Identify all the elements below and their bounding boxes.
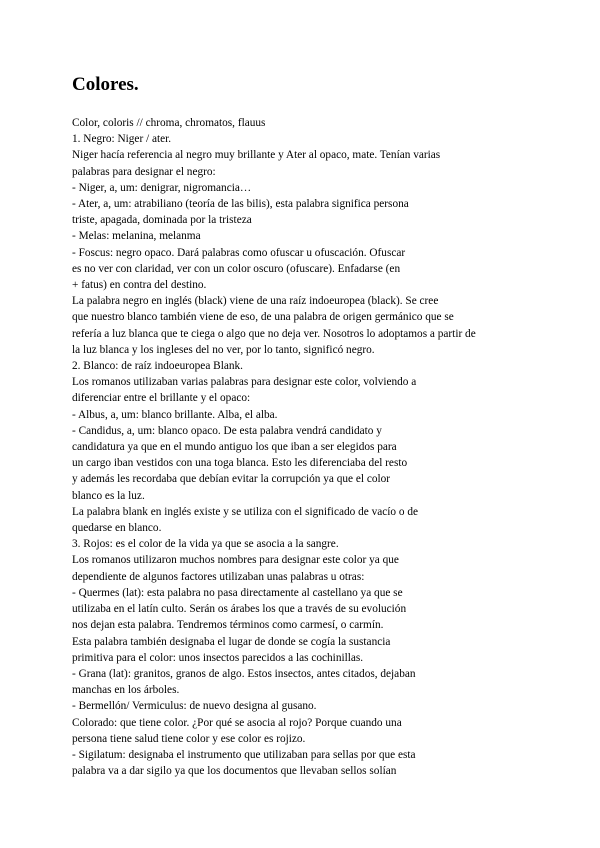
text-line: Colorado: que tiene color. ¿Por qué se asocia al rojo? Porque cuando una bbox=[72, 716, 402, 729]
text-line: triste, apagada, dominada por la tristeza bbox=[72, 214, 252, 227]
text-line: - Ater, a, um: atrabiliano (teoría de las bilis), esta palabra significa persona bbox=[72, 198, 409, 211]
text-line: quedarse en blanco. bbox=[72, 522, 162, 535]
text-line: 1. Negro: Niger / ater. bbox=[72, 133, 172, 146]
text-line: y además les recordaba que debían evitar la corrupción ya que el color bbox=[72, 473, 391, 486]
text-line: La palabra negro en inglés (black) viene de una raíz indoeuropea (black). Se cree bbox=[72, 295, 439, 308]
text-line: persona tiene salud tiene color y ese color es rojizo. bbox=[72, 732, 306, 745]
text-line: la luz blanca y los ingleses del no ver, por lo tanto, significó negro. bbox=[72, 343, 375, 356]
text-line: palabras para designar el negro: bbox=[72, 165, 216, 178]
document-body bbox=[72, 115, 542, 779]
text-line: - Niger, a, um: denigrar, nigromancia… bbox=[72, 181, 252, 194]
text-line: primitiva para el color: unos insectos parecidos a las cochinillas. bbox=[72, 651, 364, 664]
text-line: dependiente de algunos factores utilizaban unas palabras u otras: bbox=[72, 570, 365, 583]
text-line: - Sigilatum: designaba el instrumento que utilizaban para sellas por que esta bbox=[72, 748, 416, 761]
document-title: Colores. bbox=[72, 74, 139, 95]
text-line: Los romanos utilizaron muchos nombres para designar este color ya que bbox=[72, 554, 399, 567]
text-line: - Albus, a, um: blanco brillante. Alba, el alba. bbox=[72, 408, 278, 421]
text-line: - Bermellón/ Vermiculus: de nuevo designa al gusano. bbox=[72, 700, 317, 713]
text-line: diferenciar entre el brillante y el opaco: bbox=[72, 392, 251, 405]
text-line: Esta palabra también designaba el lugar de donde se cogía la sustancia bbox=[72, 635, 391, 648]
text-line: es no ver con claridad, ver con un color oscuro (ofuscare). Enfadarse (en bbox=[72, 262, 401, 275]
text-line: blanco es la luz. bbox=[72, 489, 145, 502]
text-line: Los romanos utilizaban varias palabras para designar este color, volviendo a bbox=[72, 376, 417, 389]
text-line: 2. Blanco: de raíz indoeuropea Blank. bbox=[72, 360, 243, 373]
text-line: utilizaba en el latín culto. Serán os árabes los que a través de su evolución bbox=[72, 603, 407, 616]
text-line: La palabra blank en inglés existe y se utiliza con el significado de vacío o de bbox=[72, 505, 419, 518]
text-line: - Quermes (lat): esta palabra no pasa directamente al castellano ya que se bbox=[72, 586, 403, 599]
text-line: manchas en los árboles. bbox=[72, 684, 180, 697]
text-line: - Foscus: negro opaco. Dará palabras como ofuscar u ofuscación. Ofuscar bbox=[72, 246, 406, 259]
text-line: que nuestro blanco también viene de eso, de una palabra de origen germánico que se bbox=[72, 311, 454, 324]
text-line: - Grana (lat): granitos, granos de algo. Estos insectos, antes citados, dejaban bbox=[72, 667, 416, 680]
text-line: Color, coloris // chroma, chromatos, flauus bbox=[72, 117, 266, 129]
text-line: candidatura ya que en el mundo antiguo los que iban a ser elegidos para bbox=[72, 441, 397, 454]
text-line: nos dejan esta palabra. Tendremos términos como carmesí, o carmín. bbox=[72, 619, 384, 632]
text-line: palabra va a dar sigilo ya que los documentos que llevaban sellos solían bbox=[72, 765, 397, 778]
text-line: Niger hacía referencia al negro muy brillante y Ater al opaco, mate. Tenían varias bbox=[72, 149, 441, 162]
text-line: un cargo iban vestidos con una toga blanca. Esto les diferenciaba del resto bbox=[72, 457, 408, 470]
text-line: 3. Rojos: es el color de la vida ya que se asocia a la sangre. bbox=[72, 538, 339, 551]
text-line: - Candidus, a, um: blanco opaco. De esta palabra vendrá candidato y bbox=[72, 424, 382, 437]
text-line: - Melas: melanina, melanma bbox=[72, 230, 201, 243]
text-line: + fatus) en contra del destino. bbox=[72, 279, 207, 292]
text-line: refería a luz blanca que te ciega o algo que no deja ver. Nosotros lo adoptamos a partir de bbox=[72, 327, 476, 340]
